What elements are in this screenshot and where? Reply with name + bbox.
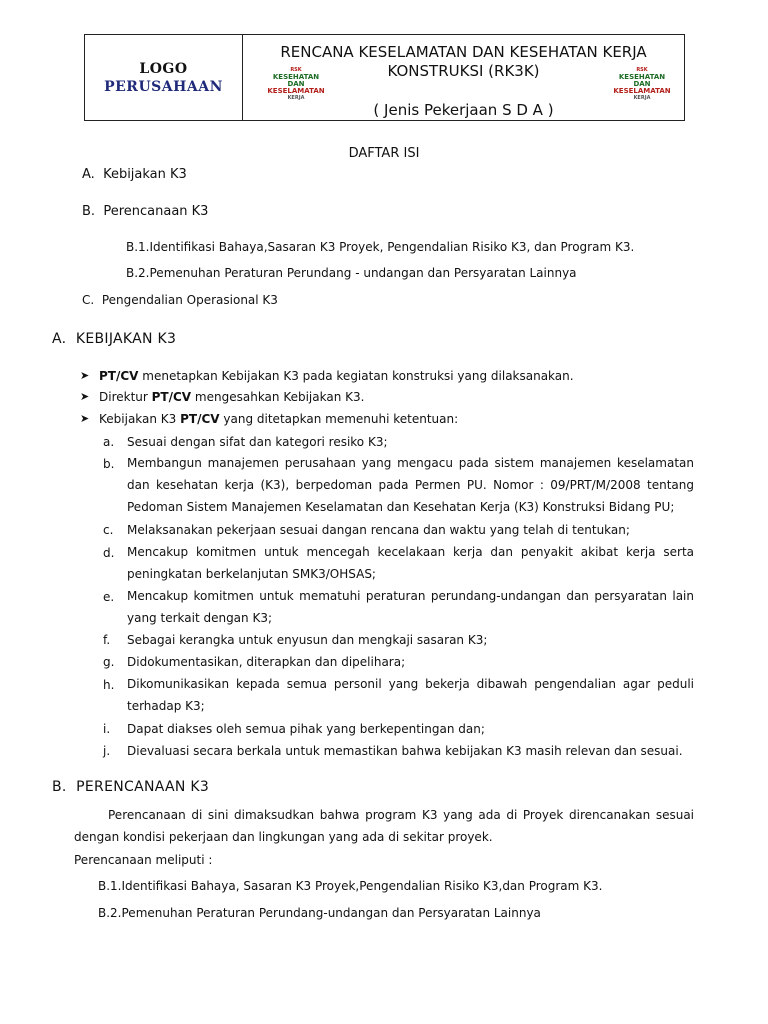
section-b-paragraph: Perencanaan di sini dimaksudkan bahwa program K3 yang ada di Proyek direncanakan sesuai dengan kondisi pekerjaan dan lingkungan yang ada di sekitar proyek.	[74, 808, 694, 844]
policy-bullet: PT/CV menetapkan Kebijakan K3 pada kegiatan konstruksi yang dilaksanakan.	[99, 369, 574, 383]
section-b-subitem: B.1.Identifikasi Bahaya, Sasaran K3 Proyek,Pengendalian Risiko K3,dan Program K3.	[98, 879, 603, 893]
arrow-bullet-icon: ➤	[80, 412, 90, 425]
item-marker: j.	[103, 744, 111, 758]
item-marker: c.	[103, 523, 114, 537]
list-item: Dievaluasi secara berkala untuk memastikan bahwa kebijakan K3 masih relevan dan sesuai.	[127, 744, 683, 758]
list-item: Dikomunikasikan kepada semua personil yang bekerja dibawah pengendalian agar peduli terhadap K3;	[127, 677, 694, 713]
toc-item: C. Pengendalian Operasional K3	[82, 293, 278, 307]
section-heading-b: B. PERENCANAAN K3	[52, 779, 210, 795]
list-item: Didokumentasikan, diterapkan dan dipelihara;	[127, 655, 406, 669]
toc-subitem: B.1.Identifikasi Bahaya,Sasaran K3 Proyek, Pengendalian Risiko K3, dan Program K3.	[126, 240, 635, 254]
title-line-1: RENCANA KESELAMATAN DAN KESEHATAN KERJA	[280, 43, 647, 61]
section-heading-a: A. KEBIJAKAN K3	[52, 331, 177, 347]
title-line-2: KONSTRUKSI (RK3K)	[387, 62, 540, 80]
k3-badge-logo: RSK KESEHATAN DAN KESELAMATAN KERJA	[267, 67, 325, 101]
list-item: Melaksanakan pekerjaan sesuai dangan rencana dan waktu yang telah di tentukan;	[127, 523, 630, 537]
logo-label: LOGO	[139, 60, 188, 77]
policy-bullet: Kebijakan K3 PT/CV yang ditetapkan memenuhi ketentuan:	[99, 412, 459, 426]
toc-item: A. Kebijakan K3	[82, 167, 187, 182]
list-item: Mencakup komitmen untuk mematuhi peraturan perundang-undangan dan persyaratan lain yang terkait dengan K3;	[127, 589, 694, 625]
toc-title: DAFTAR ISI	[348, 146, 420, 161]
section-b-subitem: B.2.Pemenuhan Peraturan Perundang-undangan dan Persyaratan Lainnya	[98, 906, 541, 920]
item-marker: f.	[103, 633, 111, 647]
list-item: Membangun manajemen perusahaan yang mengacu pada sistem manajemen keselamatan dan kesehatan kerja (K3), berpedoman pada Permen PU. Nomor : 09/PRT/M/2008 tentang Pedoman Sistem Manajemen Keselamatan dan Kesehatan Kerja (K3) Konstruksi Bidang PU;	[127, 456, 694, 514]
list-item: Mencakup komitmen untuk mencegah kecelakaan kerja dan penyakit akibat kerja serta peningkatan berkelanjutan SMK3/OHSAS;	[127, 545, 694, 581]
k3-badge-logo: RSK KESEHATAN DAN KESELAMATAN KERJA	[613, 67, 671, 101]
item-marker: e.	[103, 590, 115, 604]
header-title-cell	[243, 35, 684, 120]
toc-item: B. Perencanaan K3	[82, 204, 209, 219]
policy-bullet: Direktur PT/CV mengesahkan Kebijakan K3.	[99, 390, 365, 404]
company-label: PERUSAHAAN	[104, 78, 223, 95]
list-item: Dapat diakses oleh semua pihak yang berkepentingan dan;	[127, 722, 485, 736]
company-logo-placeholder	[85, 35, 243, 120]
toc-subitem: B.2.Pemenuhan Peraturan Perundang - undangan dan Persyaratan Lainnya	[126, 266, 577, 280]
job-type: ( Jenis Pekerjaan S D A )	[373, 101, 554, 119]
arrow-bullet-icon: ➤	[80, 390, 90, 403]
arrow-bullet-icon: ➤	[80, 369, 90, 382]
item-marker: i.	[103, 722, 111, 736]
document-header	[84, 34, 685, 121]
item-marker: a.	[103, 435, 115, 449]
item-marker: d.	[103, 546, 115, 560]
item-marker: b.	[103, 457, 115, 471]
item-marker: h.	[103, 678, 115, 692]
section-b-lead: Perencanaan meliputi :	[74, 853, 213, 867]
list-item: Sesuai dengan sifat dan kategori resiko K3;	[127, 435, 388, 449]
item-marker: g.	[103, 655, 115, 669]
list-item: Sebagai kerangka untuk enyusun dan mengkaji sasaran K3;	[127, 633, 488, 647]
